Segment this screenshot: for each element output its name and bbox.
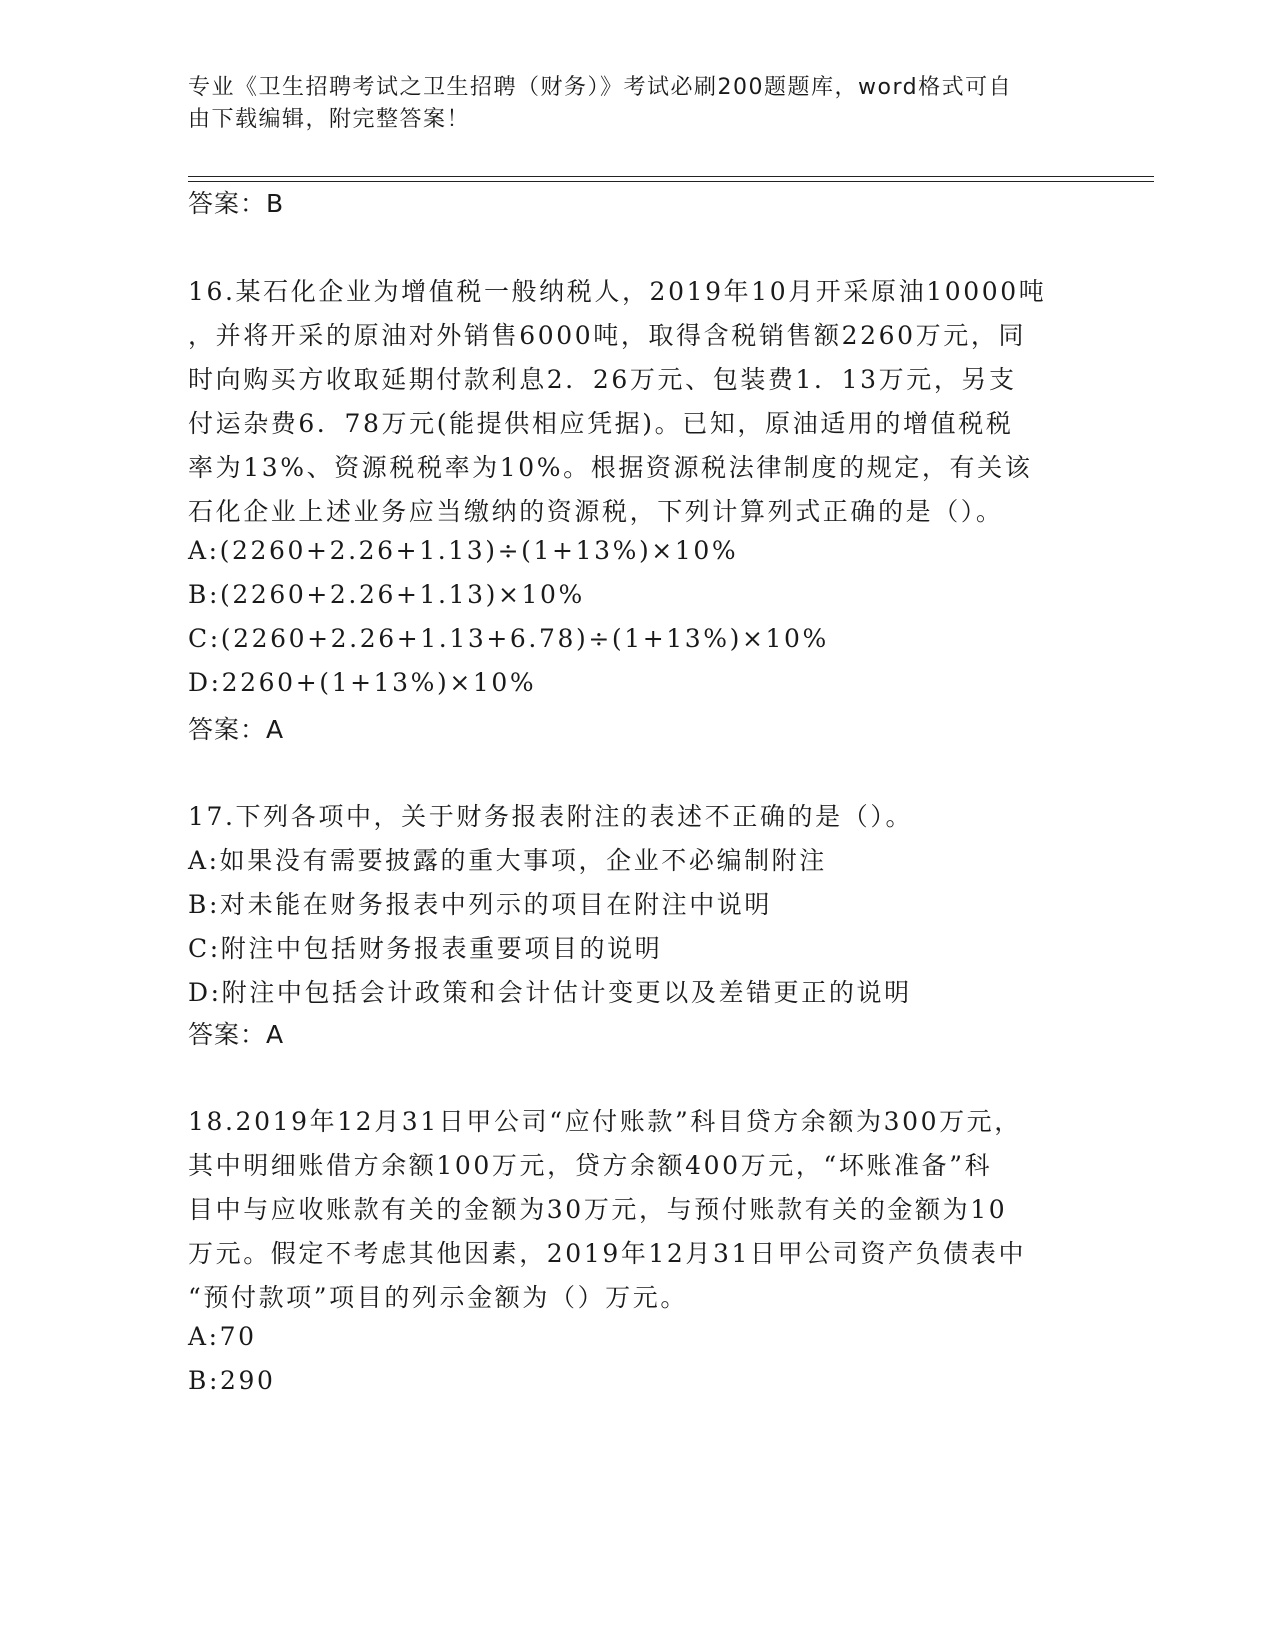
q16-option-c: C:(2260+2.26+1.13+6.78)÷(1+13%)×10% [188, 624, 829, 653]
q17-option-a: A:如果没有需要披露的重大事项，企业不必编制附注 [188, 846, 827, 875]
q16-stem-line: 付运杂费6．78万元(能提供相应凭据)。已知，原油适用的增值税税 [188, 409, 1014, 438]
q18-stem-line: 18.2019年12月31日甲公司“应付账款”科目贷方余额为300万元， [188, 1107, 1022, 1136]
q17-answer: 答案：A [188, 1020, 285, 1049]
q18-option-b: B:290 [188, 1366, 276, 1395]
q17-stem-line: 17.下列各项中，关于财务报表附注的表述不正确的是（）。 [188, 802, 914, 831]
q16-option-b: B:(2260+2.26+1.13)×10% [188, 580, 585, 609]
q16-stem-line: 时向购买方收取延期付款利息2．26万元、包装费1．13万元，另支 [188, 365, 1017, 394]
q18-stem-line: 其中明细账借方余额100万元，贷方余额400万元，“坏账准备”科 [188, 1151, 993, 1180]
q16-option-a: A:(2260+2.26+1.13)÷(1+13%)×10% [188, 536, 739, 565]
q16-stem-line: 石化企业上述业务应当缴纳的资源税，下列计算列式正确的是（）。 [188, 497, 1004, 526]
q18-stem-line: 目中与应收账款有关的金额为30万元，与预付账款有关的金额为10 [188, 1195, 1008, 1224]
q16-stem-line: ，并将开采的原油对外销售6000吨，取得含税销售额2260万元，同 [188, 321, 1027, 350]
header-line-1: 专业《卫生招聘考试之卫生招聘（财务）》考试必刷200题题库，word格式可自 [188, 75, 1013, 100]
q16-answer: 答案：A [188, 715, 285, 744]
q17-option-d: D:附注中包括会计政策和会计估计变更以及差错更正的说明 [188, 978, 912, 1007]
q17-option-b: B:对未能在财务报表中列示的项目在附注中说明 [188, 890, 772, 919]
header-divider-top [188, 176, 1154, 177]
q17-option-c: C:附注中包括财务报表重要项目的说明 [188, 934, 663, 963]
q16-option-d: D:2260+(1+13%)×10% [188, 668, 537, 697]
q18-stem-line: “预付款项”项目的列示金额为（）万元。 [188, 1283, 688, 1312]
q18-stem-line: 万元。假定不考虑其他因素，2019年12月31日甲公司资产负债表中 [188, 1239, 1027, 1268]
header-divider-bottom [188, 181, 1154, 182]
q15-answer: 答案：B [188, 189, 285, 218]
header-line-2: 由下载编辑，附完整答案！ [188, 107, 471, 132]
q16-stem-line: 率为13%、资源税税率为10%。根据资源税法律制度的规定，有关该 [188, 453, 1033, 482]
q18-option-a: A:70 [188, 1322, 257, 1351]
document-header [188, 72, 1088, 136]
q16-stem-line: 16.某石化企业为增值税一般纳税人，2019年10月开采原油10000吨 [188, 277, 1047, 306]
